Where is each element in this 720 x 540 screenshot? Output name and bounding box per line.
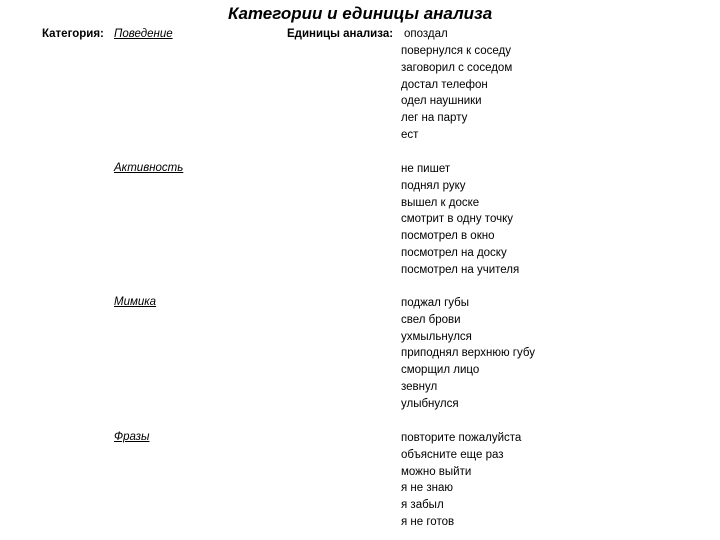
unit-item: не пишет [401,163,451,175]
unit-item: лег на парту [401,112,468,125]
unit-item: посмотрел в окно [401,230,495,243]
units-label: Единицы анализа: [287,28,394,40]
unit-item: вышел к доске [401,196,480,209]
unit-item: смотрит в одну точку [401,213,513,226]
category-behavior: Поведение [114,28,173,40]
unit-item: достал телефон [401,78,488,91]
unit-item: повторите пожалуйста [401,432,522,444]
unit-item: свел брови [401,313,461,326]
unit-item: ухмыльнулся [401,330,472,343]
unit-item: приподнял верхнюю губу [401,347,535,360]
category-activity: Активность [114,162,184,174]
unit-item: улыбнулся [401,397,459,410]
unit-item: зевнул [401,380,438,393]
unit-item: сморщил лицо [401,364,480,377]
unit-item: поджал губы [401,297,470,309]
unit-item: я забыл [401,499,444,512]
units-list-facial-expressions [401,295,535,413]
unit-item: посмотрел на доску [401,246,507,259]
category-phrases: Фразы [114,431,150,443]
unit-item: я не знаю [401,482,454,495]
unit-item: опоздал [404,28,448,40]
units-list-behavior [401,43,512,144]
unit-item: объясните еще раз [401,448,504,461]
units-list-activity [401,161,519,279]
unit-item: посмотрел на учителя [401,263,520,276]
unit-item: я не готов [401,515,455,528]
category-facial-expressions: Мимика [114,296,157,308]
category-label: Категория: [42,28,104,40]
unit-item: поднял руку [401,179,466,192]
unit-item: заговорил с соседом [401,61,513,74]
unit-item: ест [401,128,419,141]
unit-item: одел наушники [401,95,482,108]
unit-item: повернулся к соседу [401,45,511,57]
page-title: Категории и единицы анализа [228,4,493,23]
unit-item: можно выйти [401,465,472,478]
units-list-phrases [401,430,521,531]
